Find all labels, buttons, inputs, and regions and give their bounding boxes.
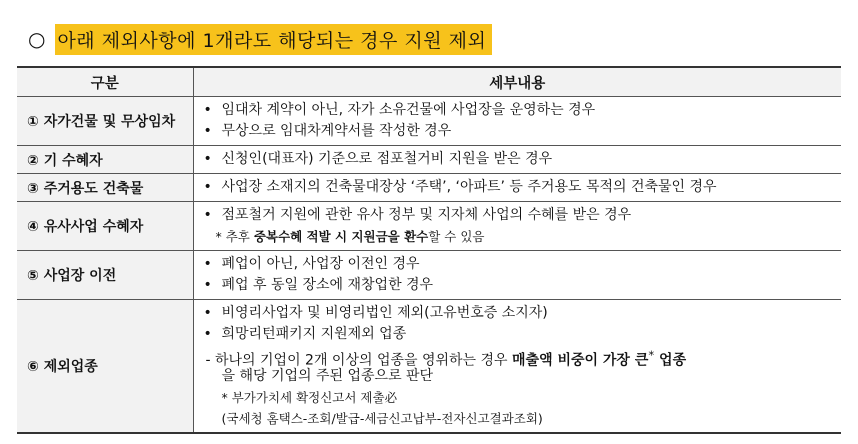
list-item: • 점포철거 지원에 관한 유사 정부 및 지자체 사업의 수혜를 받은 경우 — [202, 205, 834, 226]
row-details — [193, 202, 841, 251]
list-item: • 비영리사업자 및 비영리법인 제외(고유번호증 소지자) — [202, 303, 834, 324]
list-item: • 임대차 계약이 아닌, 자가 소유건물에 사업장을 운영하는 경우 — [202, 100, 834, 121]
detail-line: 을 해당 기업의 주된 업종으로 판단 — [221, 368, 434, 384]
table-row — [17, 202, 841, 251]
row-details — [193, 251, 841, 300]
table-header-row — [17, 67, 841, 97]
list-item: • 폐업 후 동일 장소에 재창업한 경우 — [202, 275, 834, 296]
note-emphasis: 중복수혜 적발 시 지원금을 환수 — [253, 229, 429, 244]
note-text: * 추후 — [215, 229, 254, 244]
row-details — [193, 97, 841, 146]
detail-emphasis: 매출액 비중이 가장 큰 — [512, 352, 649, 369]
note-text-end: 할 수 있음 — [428, 229, 485, 244]
footnote-mark: * — [648, 348, 655, 362]
list-item: • 폐업이 아닌, 사업장 이전인 경우 — [202, 254, 834, 275]
table-row — [17, 174, 841, 202]
table-row — [17, 251, 841, 300]
note-line — [202, 226, 834, 247]
exclusion-table — [17, 66, 841, 434]
footnote-line: * 부가가치세 확정신고서 제출必 — [221, 390, 398, 405]
list-item: • 신청인(대표자) 기준으로 점포철거비 지원을 받은 경우 — [202, 149, 834, 170]
heading-text: 아래 제외사항에 1개라도 해당되는 경우 지원 제외 — [55, 24, 492, 55]
list-item: • 무상으로 임대차계약서를 작성한 경우 — [202, 121, 834, 142]
row-category: ⑥ 제외업종 — [17, 300, 193, 434]
detail-line — [202, 345, 834, 369]
row-category: ④ 유사사업 수혜자 — [17, 202, 193, 251]
table-row — [17, 146, 841, 174]
list-item: • 사업장 소재지의 건축물대장상 ‘주택’, ‘아파트’ 등 주거용도 목적의 건축물인 경우 — [202, 177, 834, 198]
detail-emphasis-end: 업종 — [654, 352, 687, 369]
row-category: ③ 주거용도 건축물 — [17, 174, 193, 202]
row-category: ① 자가건물 및 무상임차 — [17, 97, 193, 146]
row-details — [193, 300, 841, 434]
circle-bullet-icon: ○ — [28, 27, 46, 51]
list-item: • 희망리턴패키지 지원제외 업종 — [202, 324, 834, 345]
table-row — [17, 97, 841, 146]
row-details — [193, 146, 841, 174]
table-row — [17, 300, 841, 434]
section-heading — [28, 22, 492, 56]
footnote-line: (국세청 홈택스-조회/발급-세금신고납부-전자신고결과조회) — [221, 411, 543, 426]
row-category: ② 기 수혜자 — [17, 146, 193, 174]
row-details — [193, 174, 841, 202]
column-header-category: 구분 — [17, 67, 193, 97]
column-header-details: 세부내용 — [193, 67, 841, 97]
detail-text: - 하나의 기업이 2개 이상의 업종을 영위하는 경우 — [205, 352, 513, 369]
row-category: ⑤ 사업장 이전 — [17, 251, 193, 300]
